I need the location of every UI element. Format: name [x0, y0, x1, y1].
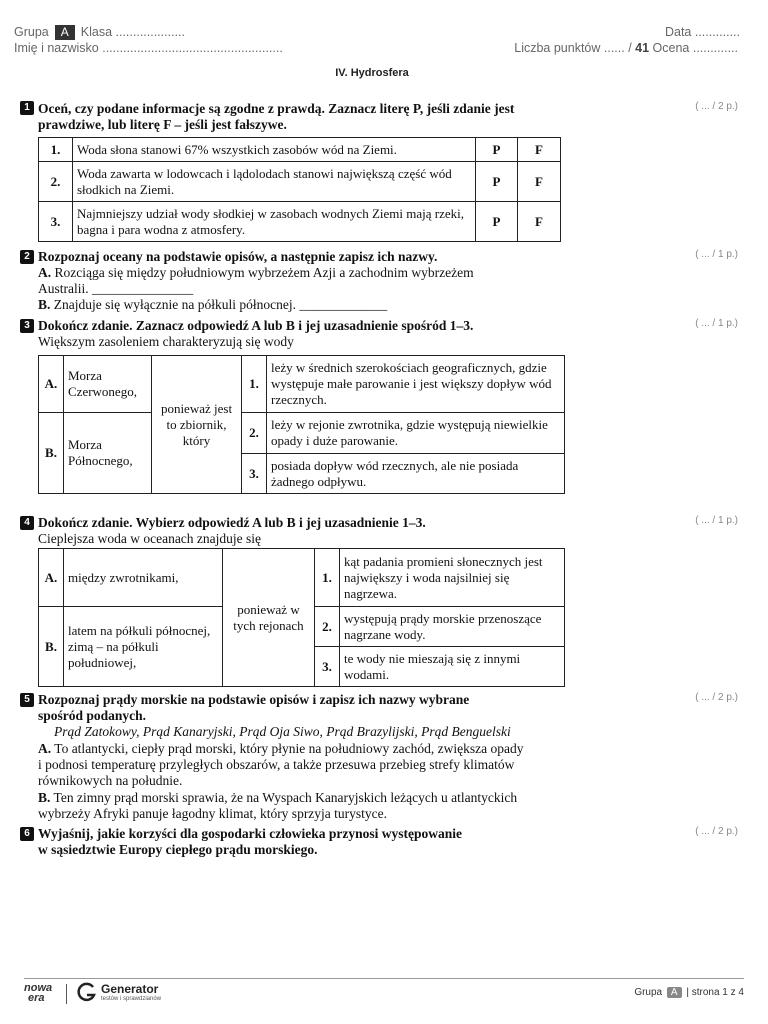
header-group-class: Grupa A Klasa .................... — [14, 25, 185, 39]
reason-2-text[interactable]: występują prądy morskie przenoszące nagrzane wody. — [340, 607, 565, 647]
group-badge: A — [55, 25, 75, 40]
generator-g-icon — [76, 982, 98, 1004]
question-3-points: ( ... / 1 p.) — [695, 318, 738, 329]
reason-2-label[interactable]: 2. — [242, 413, 267, 454]
reason-1-label[interactable]: 1. — [242, 356, 267, 413]
answer-f[interactable]: F — [518, 202, 561, 242]
question-6-points: ( ... / 2 p.) — [695, 826, 738, 837]
answer-f[interactable]: F — [518, 138, 561, 162]
table-row: 1. Woda słona stanowi 67% wszystkich zasobów wód na Ziemi. P F — [39, 138, 561, 162]
question-5-points: ( ... / 2 p.) — [695, 692, 738, 703]
question-3-intro: Większym zasoleniem charakteryzują się wody — [38, 334, 294, 349]
page-indicator: Grupa A | strona 1 z 4 — [634, 987, 744, 998]
question-1-table — [38, 137, 561, 242]
answer-line-a[interactable]: Australii. _______________ — [38, 281, 194, 296]
class-field[interactable]: Klasa .................... — [80, 25, 185, 39]
generator-subtitle: testów i sprawdzianów — [101, 996, 162, 1002]
answer-p[interactable]: P — [476, 162, 518, 202]
middle-text: ponieważ jest to zbiornik, który — [152, 356, 242, 494]
option-b-label[interactable]: B. — [39, 607, 64, 687]
question-5-text: Rozpoznaj prądy morskie na podstawie opisów i zapisz ich nazwy wybrane spośród podanych. — [38, 692, 470, 723]
question-1-points: ( ... / 2 p.) — [695, 101, 738, 112]
reason-1-label[interactable]: 1. — [315, 549, 340, 607]
question-6-number: 6 — [20, 827, 34, 841]
reason-1-text[interactable]: kąt padania promieni słonecznych jest największy i woda najsilniej się nagrzewa. — [340, 549, 565, 607]
question-4-intro: Cieplejsza woda w oceanach znajduje się — [38, 531, 262, 546]
footer-group-badge: A — [667, 987, 682, 998]
question-6-text: Wyjaśnij, jakie korzyści dla gospodarki człowieka przynosi występowanie w sąsiedztwie Europy ciepłego prądu morskiego. — [38, 826, 463, 857]
question-5-options: Prąd Zatokowy, Prąd Kanaryjski, Prąd Oja Siwo, Prąd Brazylijski, Prąd Benguelski — [54, 724, 511, 739]
question-3-number: 3 — [20, 319, 34, 333]
question-1-text: Oceń, czy podane informacje są zgodne z prawdą. Zaznacz literę P, jeśli zdanie jest prawdziwe, lub literę F – jeśli jest fałszywe. — [38, 101, 515, 132]
question-3-table — [38, 355, 565, 494]
answer-p[interactable]: P — [476, 138, 518, 162]
middle-text: ponieważ w tych rejonach — [223, 549, 315, 687]
nowa-era-logo: nowa era — [24, 982, 53, 1004]
answer-line-b[interactable]: B. Znajduje się wyłącznie na półkuli północnej. _____________ — [38, 297, 388, 312]
option-a-text[interactable]: Morza Czerwonego, — [64, 356, 152, 413]
reason-3-label[interactable]: 3. — [315, 647, 340, 687]
question-2-a: A. Rozciąga się między południowym wybrzeżem Azji a zachodnim wybrzeżem Australii. _______________ B. Znajduje się wyłącznie na półkuli północnej. _____________ — [38, 265, 474, 312]
reason-1-text[interactable]: leży w średnich szerokościach geograficznych, gdzie występuje małe parowanie i jest większy dopływ wód rzecznych. — [267, 356, 565, 413]
question-4-number: 4 — [20, 516, 34, 530]
option-b-text[interactable]: latem na półkuli północnej, zimą – na półkuli południowej, — [64, 607, 223, 687]
question-4-points: ( ... / 1 p.) — [695, 515, 738, 526]
footer-divider — [24, 978, 744, 979]
question-4-text: Dokończ zdanie. Wybierz odpowiedź A lub B i jej uzasadnienie 1–3. — [38, 515, 426, 530]
question-1-number: 1 — [20, 101, 34, 115]
points-field[interactable]: Liczba punktów ...... / — [514, 41, 632, 55]
reason-3-text[interactable]: posiada dopływ wód rzecznych, ale nie posiada żadnego odpływu. — [267, 454, 565, 494]
answer-f[interactable]: F — [518, 162, 561, 202]
question-5-number: 5 — [20, 693, 34, 707]
name-field[interactable]: Imię i nazwisko .................................................... — [14, 41, 283, 55]
question-4-table — [38, 548, 565, 687]
question-2-text: Rozpoznaj oceany na podstawie opisów, a następnie zapisz ich nazwy. — [38, 249, 438, 264]
page-number: | strona 1 z 4 — [686, 987, 744, 998]
option-a-text[interactable]: między zwrotnikami, — [64, 549, 223, 607]
option-b-text[interactable]: Morza Północnego, — [64, 413, 152, 494]
page-title: IV. Hydrosfera — [335, 67, 409, 79]
question-3-text: Dokończ zdanie. Zaznacz odpowiedź A lub B i jej uzasadnienie spośród 1–3. — [38, 318, 474, 333]
table-row: 2. Woda zawarta w lodowcach i lądolodach stanowi największą część wód słodkich na Ziemi. P F — [39, 162, 561, 202]
answer-p[interactable]: P — [476, 202, 518, 242]
generator-title: Generator — [101, 982, 159, 996]
points-grade — [514, 41, 738, 55]
points-max: 41 — [635, 41, 650, 55]
question-5-b: B. Ten zimny prąd morski sprawia, że na Wyspach Kanaryjskich leżących u atlantyckich wybrzeży Afryki panuje łagodny klimat, który sprzyja turystyce. — [38, 790, 518, 821]
reason-3-text[interactable]: te wody nie mieszają się z innymi wodami. — [340, 647, 565, 687]
reason-2-label[interactable]: 2. — [315, 607, 340, 647]
generator-logo — [76, 982, 98, 1009]
grade-field[interactable]: Ocena ............. — [652, 41, 738, 55]
date-field[interactable]: Data ............. — [664, 25, 740, 39]
option-b-label[interactable]: B. — [39, 413, 64, 494]
question-2-points: ( ... / 1 p.) — [695, 249, 738, 260]
question-5-a: A. To atlantycki, ciepły prąd morski, który płynie na południowy zachód, zwiększa opady i podnosi temperaturę przyległych obszarów, a także przesuwa przebieg strefy klimatów równikowych na południe. — [38, 741, 524, 788]
reason-2-text[interactable]: leży w rejonie zwrotnika, gdzie występują niewielkie opady i duże parowanie. — [267, 413, 565, 454]
option-a-label[interactable]: A. — [39, 549, 64, 607]
table-row: 3. Najmniejszy udział wody słodkiej w zasobach wodnych Ziemi mają rzeki, bagna i para wodna z atmosfery. P F — [39, 202, 561, 242]
logo-separator — [66, 984, 67, 1004]
reason-3-label[interactable]: 3. — [242, 454, 267, 494]
option-a-label[interactable]: A. — [39, 356, 64, 413]
question-2-number: 2 — [20, 250, 34, 264]
